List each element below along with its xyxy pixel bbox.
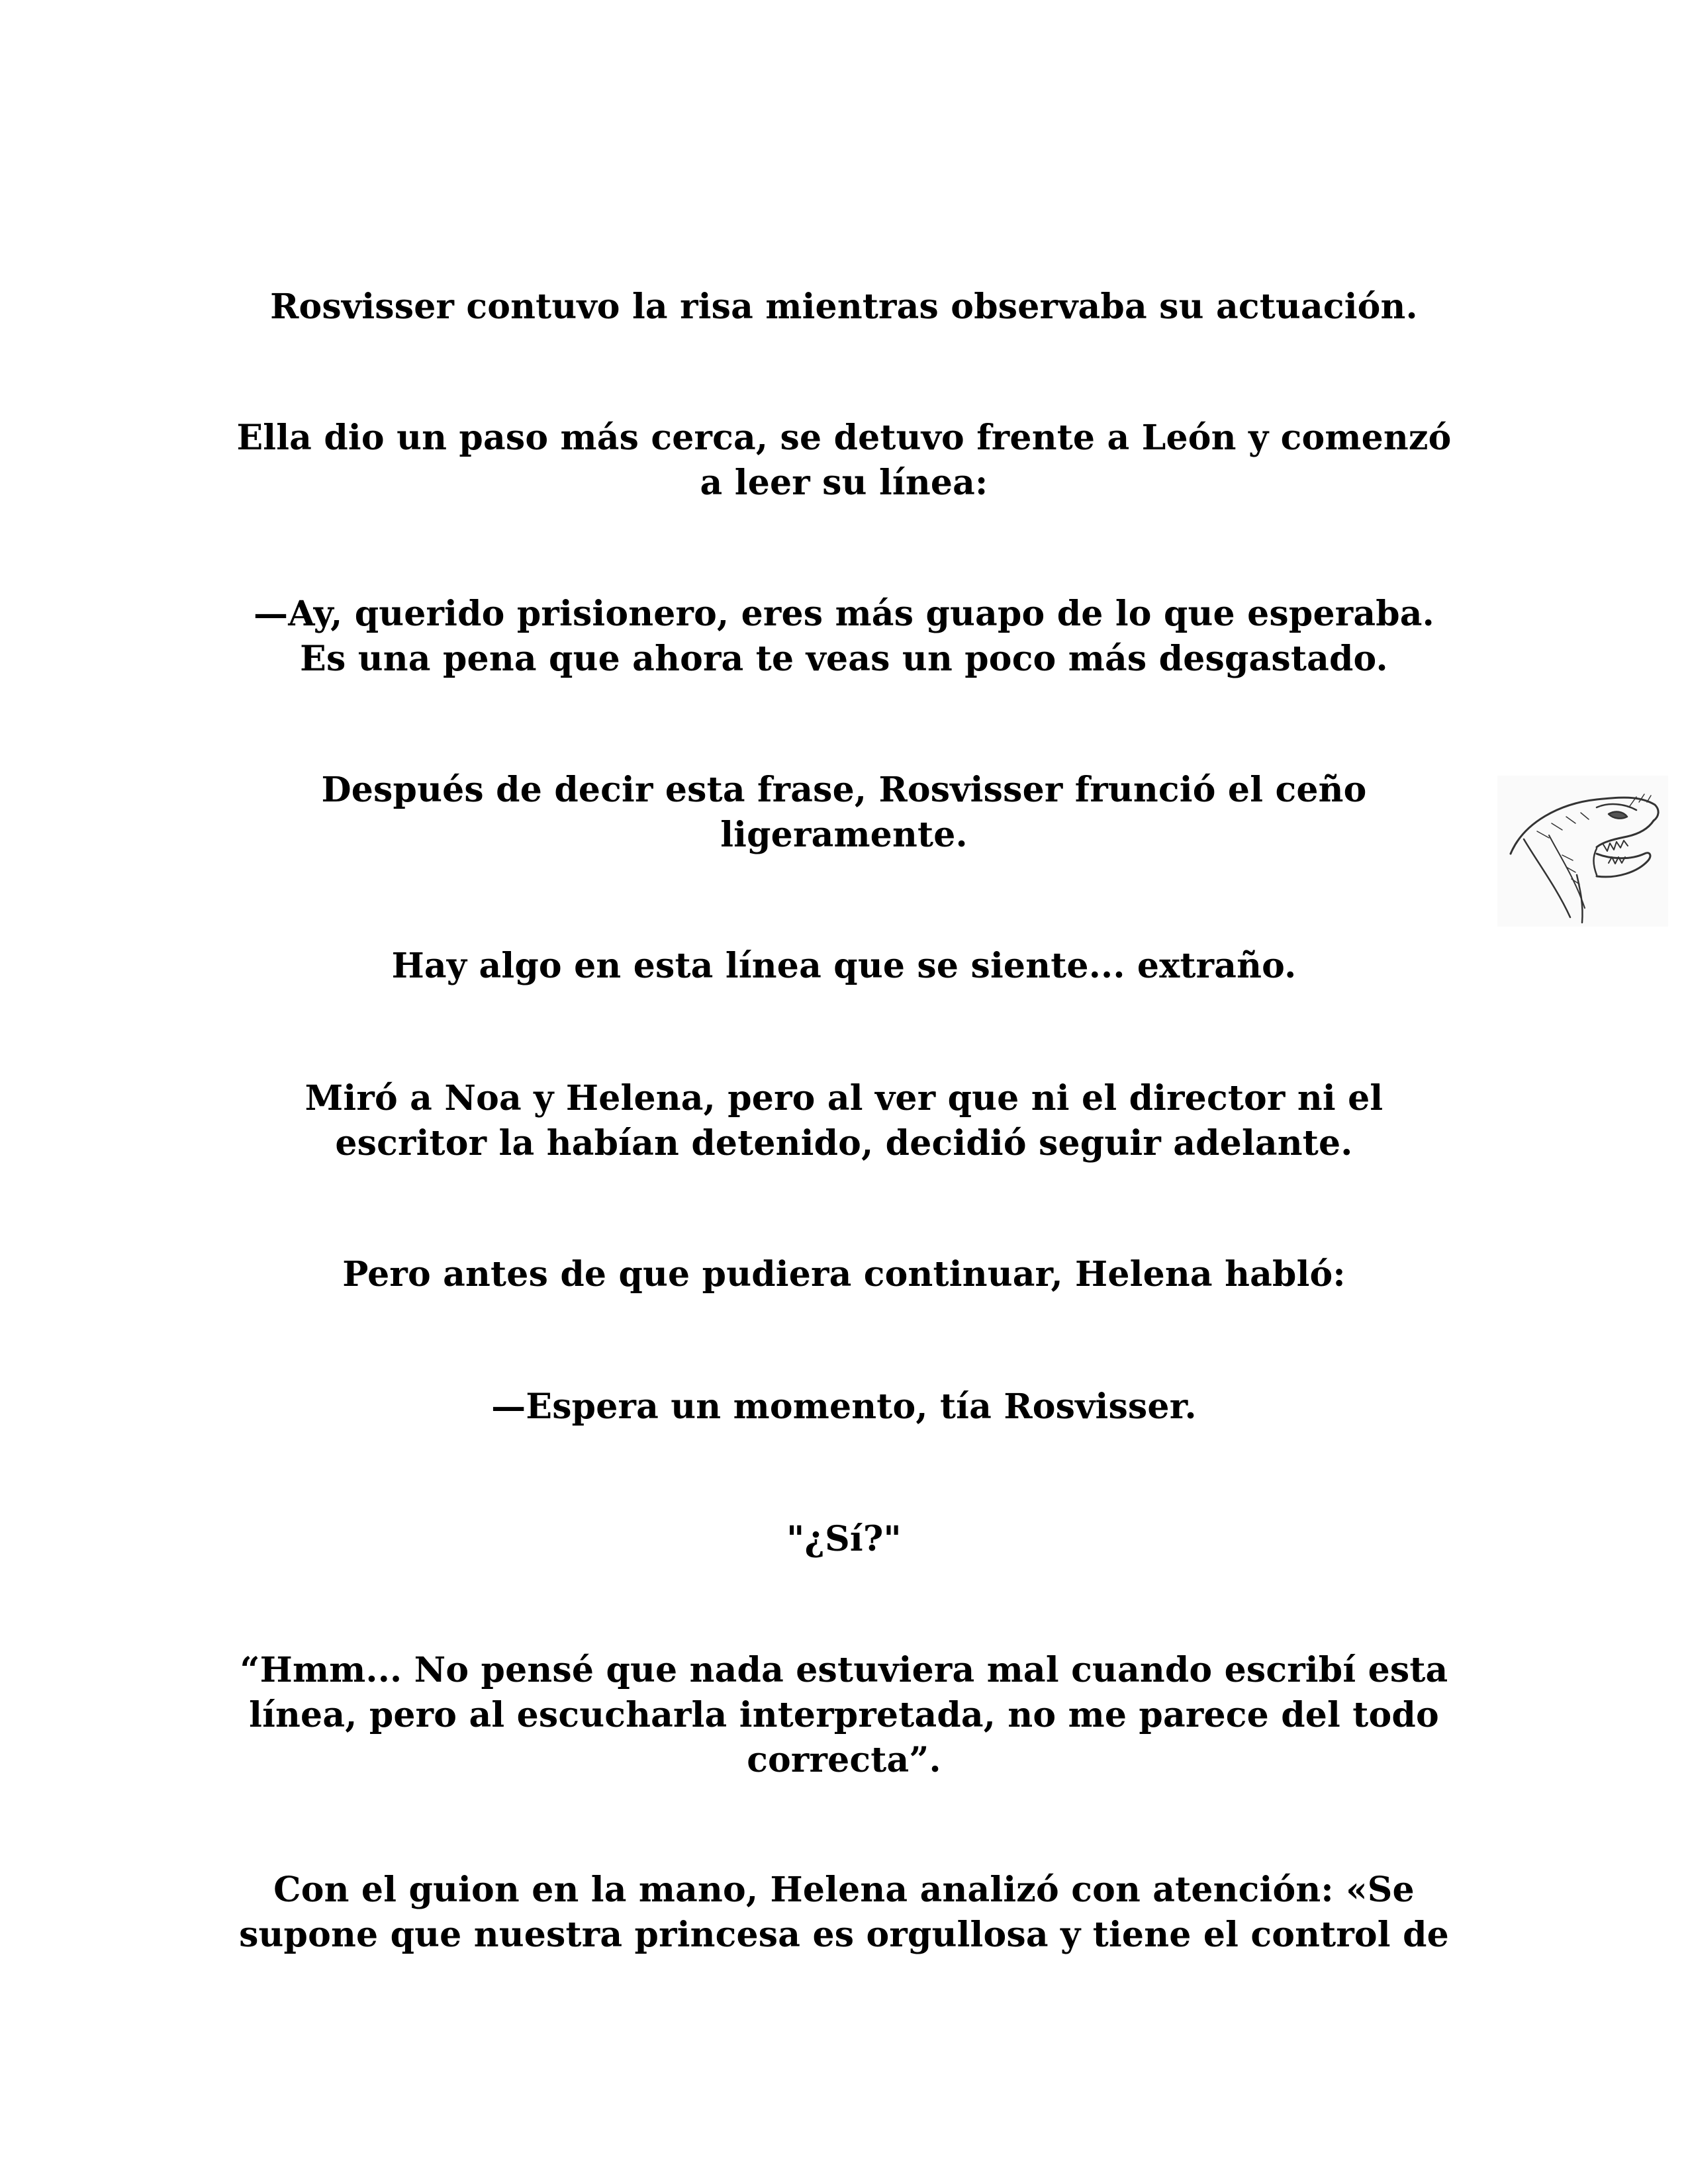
paragraph-11: [218, 1868, 1470, 1958]
paragraph-9: [218, 1517, 1470, 1562]
text-line: ligeramente.: [720, 815, 968, 855]
paragraph-4: [218, 768, 1470, 858]
paragraph-7: [218, 1252, 1470, 1297]
text-line: Ella dio un paso más cerca, se detuvo frente a León y comenzó: [236, 418, 1452, 458]
text-line: —Espera un momento, tía Rosvisser.: [491, 1387, 1197, 1427]
text-line: “Hmm... No pensé que nada estuviera mal cuando escribí esta: [240, 1650, 1448, 1690]
text-line: —Ay, querido prisionero, eres más guapo de lo que esperaba.: [254, 594, 1434, 634]
paragraph-10: [218, 1648, 1470, 1783]
text-line: Pero antes de que pudiera continuar, Helena habló:: [342, 1254, 1346, 1295]
text-line: línea, pero al escucharla interpretada, no me parece del todo: [249, 1695, 1439, 1735]
text-line: escritor la habían detenido, decidió seguir adelante.: [335, 1123, 1353, 1163]
text-line: supone que nuestra princesa es orgullosa y tiene el control de: [239, 1915, 1449, 1955]
paragraph-3: [218, 592, 1470, 682]
text-line: Miró a Noa y Helena, pero al ver que ni el director ni el: [305, 1078, 1383, 1118]
paragraph-2: [218, 416, 1470, 506]
paragraph-6: [218, 1076, 1470, 1166]
text-line: Con el guion en la mano, Helena analizó con atención: «Se: [273, 1870, 1415, 1910]
paragraph-5: [218, 944, 1470, 989]
dragon-head-sketch-icon: [1497, 776, 1668, 927]
paragraph-1: [218, 285, 1470, 330]
text-line: Es una pena que ahora te veas un poco más desgastado.: [300, 639, 1388, 679]
text-line: "¿Sí?": [786, 1519, 902, 1559]
text-line: Después de decir esta frase, Rosvisser frunció el ceño: [321, 770, 1367, 810]
paragraph-8: [218, 1385, 1470, 1430]
text-line: Rosvisser contuvo la risa mientras observaba su actuación.: [270, 287, 1418, 327]
text-line: correcta”.: [747, 1740, 941, 1780]
text-line: a leer su línea:: [700, 463, 988, 503]
text-line: Hay algo en esta línea que se siente... extraño.: [391, 946, 1297, 986]
